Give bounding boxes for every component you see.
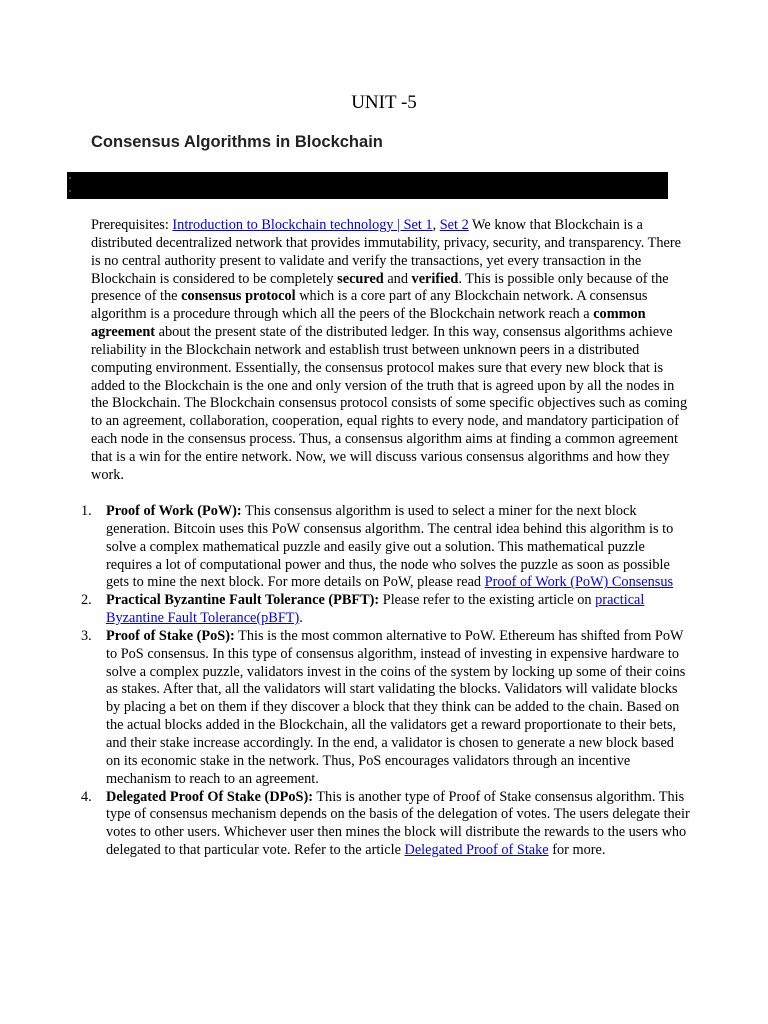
bold-secured: secured <box>337 270 384 287</box>
link-pbft[interactable]: practical Byzantine Fault Tolerance(pBFT) <box>106 592 645 627</box>
page-heading: Consensus Algorithms in Blockchain <box>91 133 383 151</box>
list-item-pos <box>81 627 690 789</box>
list-item-dpos <box>81 788 690 860</box>
item-title: Proof of Work (PoW): <box>106 503 242 519</box>
item-text: This is another type of Proof of Stake consensus algorithm. This type of consensus mechanism depends on the basis of the delegation of votes. The users delegate their votes to other users. Whichever user then mines the block will distribute the rewards to the users who delegated to that particular vote. Refer to the article <box>106 788 690 859</box>
item-number: 3. <box>81 627 92 644</box>
bar-marker <box>69 177 71 179</box>
intro-text: and <box>383 270 412 287</box>
intro-paragraph <box>91 217 691 485</box>
item-title: Proof of Stake (PoS): <box>106 627 235 644</box>
item-text: This is the most common alternative to PoW. Ethereum has shifted from PoW to PoS consensus. In this type of consensus algorithm, instead of investing in expensive hardware to solve a complex puzzle, validators invest in the coins of the system by locking up some of their coins as stakes. After that, all the validators will start validating the blocks. Validators will validate blocks by placing a bet on them if they discover a block that they think can be added to the chain. Based on the actual blocks added in the Blockchain, all the validators get a reward proportionate to their bets, and their stake increase accordingly. In the end, a validator is chosen to generate a new block based on its economic stake in the network. Thus, PoS encourages validators through an incentive mechanism to reach to an agreement. <box>106 627 686 787</box>
unit-title: UNIT -5 <box>351 92 417 113</box>
item-number: 4. <box>81 788 92 805</box>
list-item-pow <box>81 503 690 592</box>
bold-consensus-protocol: consensus protocol <box>181 288 296 305</box>
consensus-list <box>81 503 690 860</box>
item-text: Please refer to the existing article on <box>379 592 596 609</box>
intro-text: about the present state of the distributed ledger. In this way, consensus algorithms achieve reliability in the Blockchain network and establish trust between unknown peers in a distributed computing environment. Essentially, the consensus protocol makes sure that every new block that is added to the Blockchain is the one and only version of the truth that is agreed upon by all the nodes in the Blockchain. The Blockchain consensus protocol consists of some specific objectives such as coming to an agreement, collaboration, cooperation, equal rights to every node, and mandatory participation of each node in the consensus process. Thus, a consensus algorithm aims at finding a common agreement that is a win for the entire network. Now, we will discuss various consensus algorithms and how they work. <box>91 324 688 483</box>
link-delegated-proof-of-stake[interactable]: Delegated Proof of Stake <box>404 842 549 859</box>
item-text: This consensus algorithm is used to select a miner for the next block generation. Bitcoin uses this PoW consensus algorithm. The central idea behind this algorithm is to solve a complex mathematical puzzle and easily give out a solution. This mathematical puzzle requires a lot of computational power and thus, the node who solves the puzzle as soon as possible gets to mine the next block. For more details on PoW, please read <box>106 503 674 591</box>
list-item-pbft <box>81 592 690 628</box>
link-set-2[interactable]: Set 2 <box>439 217 469 233</box>
bar-marker <box>69 190 71 192</box>
prerequisites-label: Prerequisites: <box>91 217 173 233</box>
item-number: 2. <box>81 592 92 609</box>
intro-text: . This is possible only because of the presence of the <box>91 270 669 305</box>
item-number: 1. <box>81 503 92 519</box>
item-title: Practical Byzantine Fault Tolerance (PBFT): <box>106 592 380 609</box>
link-blockchain-set-1[interactable]: Introduction to Blockchain technology | Set 1 <box>172 217 433 233</box>
bold-common-agreement: common agreement <box>91 306 646 341</box>
intro-text: which is a core part of any Blockchain network. A consensus algorithm is a procedure through which all the peers of the Blockchain network reach a <box>91 288 648 323</box>
link-proof-of-work[interactable]: Proof of Work (PoW) Consensus <box>484 574 674 591</box>
item-title: Delegated Proof Of Stake (DPoS): <box>106 788 313 805</box>
separator: , <box>432 217 440 233</box>
redacted-bar <box>67 172 668 199</box>
intro-text: We know that Blockchain is a distributed decentralized network that provides immutability, privacy, security, and transparency. There is no central authority present to validate and verify the transactions, yet every transaction in the Blockchain is considered to be completely <box>91 217 681 287</box>
item-text-after: for more. <box>548 842 606 859</box>
bold-verified: verified <box>411 270 459 287</box>
item-text-after: . <box>299 610 303 627</box>
